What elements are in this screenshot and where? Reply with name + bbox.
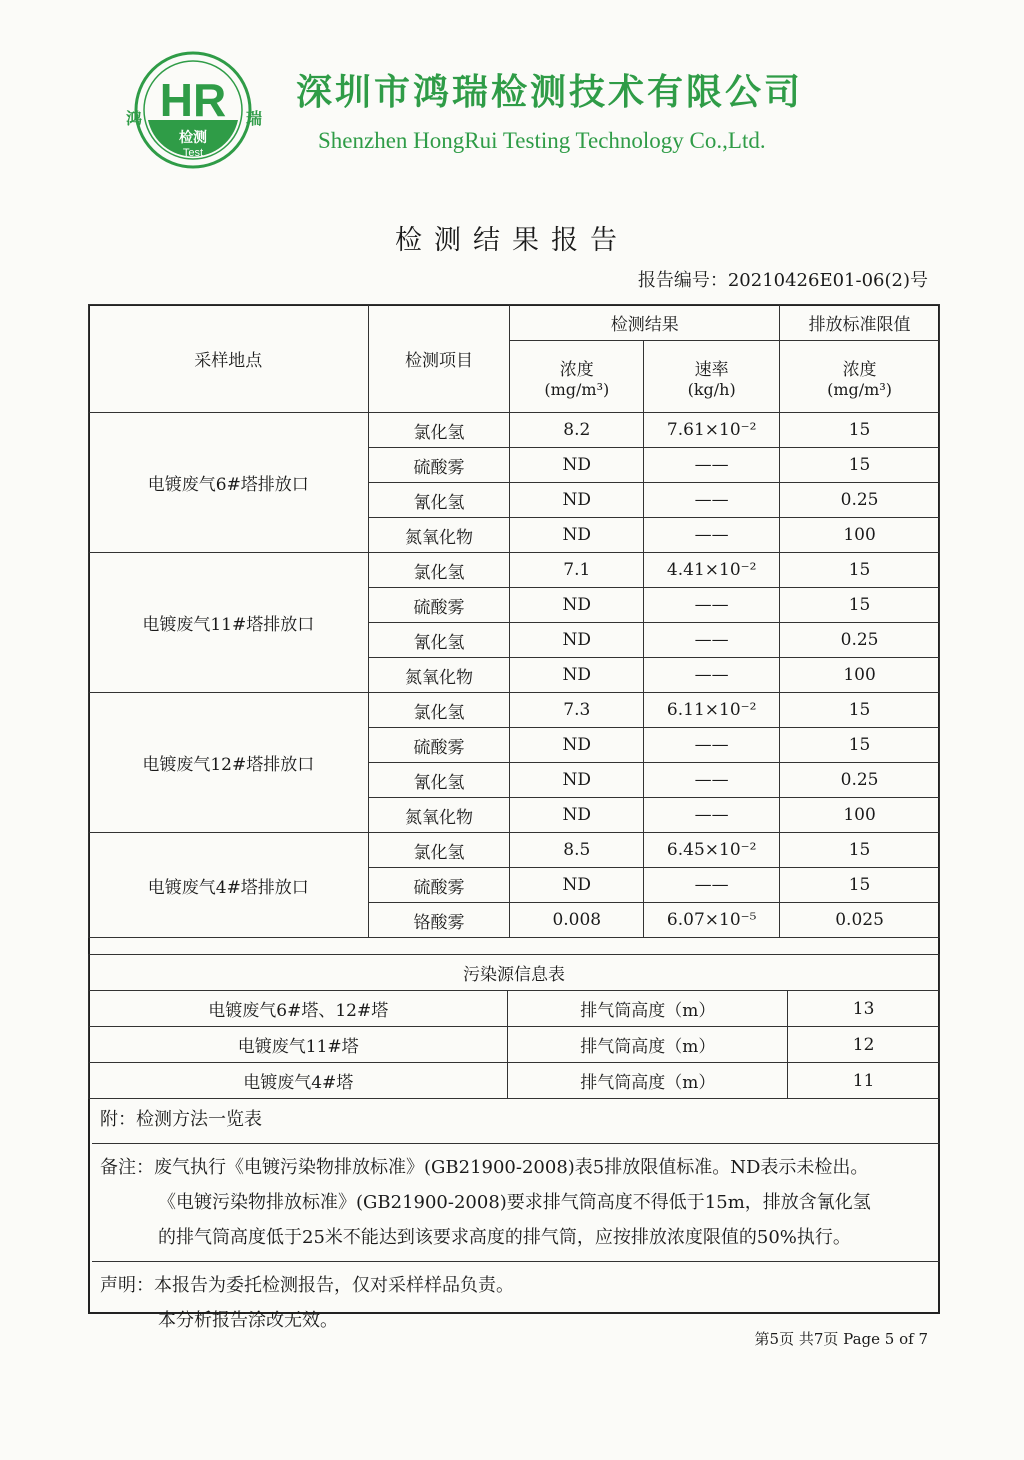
concentration: ND <box>510 518 644 553</box>
standard-limit: 0.25 <box>780 623 940 658</box>
result-row <box>89 553 940 588</box>
sampling-location: 电镀废气6#塔排放口 <box>89 413 369 553</box>
concentration: ND <box>510 483 644 518</box>
source-name: 电镀废气6#塔、12#塔 <box>89 991 508 1027</box>
test-item: 氯化氢 <box>368 413 510 448</box>
concentration: ND <box>510 868 644 903</box>
header-item: 检测项目 <box>368 305 510 413</box>
source-row <box>89 1027 940 1063</box>
source-parameter: 排气筒高度（m） <box>508 1027 788 1063</box>
test-item: 氯化氢 <box>368 693 510 728</box>
result-row <box>89 833 940 868</box>
svg-text:HR: HR <box>159 74 227 126</box>
standard-limit: 15 <box>780 693 940 728</box>
svg-text:检测: 检测 <box>179 130 207 146</box>
concentration: ND <box>510 448 644 483</box>
standard-limit: 15 <box>780 728 940 763</box>
emission-rate: —— <box>644 868 780 903</box>
emission-rate: —— <box>644 623 780 658</box>
sampling-location: 电镀废气11#塔排放口 <box>89 553 369 693</box>
source-table <box>88 954 940 1099</box>
header-rate: 速率 (kg/h) <box>644 341 780 413</box>
svg-text:鸿: 鸿 <box>126 109 143 128</box>
concentration: 0.008 <box>510 903 644 938</box>
standard-limit: 0.25 <box>780 763 940 798</box>
test-item: 硫酸雾 <box>368 588 510 623</box>
remark-line: 《电镀污染物排放标准》(GB21900-2008)要求排气筒高度不得低于15m，排放含氰化氢 <box>158 1192 871 1213</box>
svg-text:瑞: 瑞 <box>246 109 263 128</box>
test-item: 氰化氢 <box>368 483 510 518</box>
statement-line: 本分析报告涂改无效。 <box>158 1310 338 1331</box>
source-name: 电镀废气11#塔 <box>89 1027 508 1063</box>
standard-limit: 15 <box>780 868 940 903</box>
concentration: ND <box>510 798 644 833</box>
source-table-title: 污染源信息表 <box>89 955 940 991</box>
emission-rate: 6.11×10⁻² <box>644 693 780 728</box>
standard-limit: 15 <box>780 413 940 448</box>
standard-limit: 15 <box>780 448 940 483</box>
source-name: 电镀废气4#塔 <box>89 1063 508 1099</box>
header-result: 检测结果 <box>510 305 780 341</box>
concentration: ND <box>510 763 644 798</box>
header-limit: 排放标准限值 <box>780 305 940 341</box>
source-parameter: 排气筒高度（m） <box>508 1063 788 1099</box>
concentration: 8.5 <box>510 833 644 868</box>
report-title: 检测结果报告 <box>395 225 629 256</box>
svg-text:Test: Test <box>182 147 204 159</box>
test-item: 硫酸雾 <box>368 868 510 903</box>
result-row <box>89 413 940 448</box>
emission-rate: —— <box>644 483 780 518</box>
emission-rate: 6.07×10⁻⁵ <box>644 903 780 938</box>
appendix-line: 附：检测方法一览表 <box>92 1096 940 1144</box>
test-item: 铬酸雾 <box>368 903 510 938</box>
concentration: ND <box>510 728 644 763</box>
company-logo <box>118 50 268 172</box>
header-limit-conc: 浓度 (mg/m³) <box>780 341 940 413</box>
test-item: 氰化氢 <box>368 763 510 798</box>
concentration: 7.1 <box>510 553 644 588</box>
standard-limit: 15 <box>780 588 940 623</box>
test-item: 硫酸雾 <box>368 728 510 763</box>
test-item: 氯化氢 <box>368 833 510 868</box>
standard-limit: 0.25 <box>780 483 940 518</box>
remark-line: 备注：废气执行《电镀污染物排放标准》(GB21900-2008)表5排放限值标准。ND表示未检出。 <box>100 1157 869 1178</box>
concentration: 8.2 <box>510 413 644 448</box>
statement-line: 声明：本报告为委托检测报告，仅对采样样品负责。 <box>100 1275 514 1296</box>
header-location: 采样地点 <box>89 305 369 413</box>
standard-limit: 100 <box>780 518 940 553</box>
emission-rate: —— <box>644 763 780 798</box>
test-item: 氯化氢 <box>368 553 510 588</box>
result-row <box>89 693 940 728</box>
test-item: 氮氧化物 <box>368 798 510 833</box>
concentration: ND <box>510 658 644 693</box>
remark-line: 的排气筒高度低于25米不能达到该要求高度的排气筒，应按排放浓度限值的50%执行。 <box>158 1227 851 1248</box>
sampling-location: 电镀废气12#塔排放口 <box>89 693 369 833</box>
report-number: 报告编号：20210426E01-06(2)号 <box>637 270 928 291</box>
source-value: 11 <box>788 1063 940 1099</box>
emission-rate: —— <box>644 658 780 693</box>
emission-rate: —— <box>644 518 780 553</box>
standard-limit: 100 <box>780 798 940 833</box>
test-item: 氮氧化物 <box>368 518 510 553</box>
source-row <box>89 1063 940 1099</box>
company-name-en: Shenzhen HongRui Testing Technology Co.,Ltd. <box>318 128 766 153</box>
emission-rate: 6.45×10⁻² <box>644 833 780 868</box>
concentration: 7.3 <box>510 693 644 728</box>
concentration: ND <box>510 623 644 658</box>
header-conc: 浓度 (mg/m³) <box>510 341 644 413</box>
test-item: 硫酸雾 <box>368 448 510 483</box>
results-table <box>88 304 940 938</box>
emission-rate: —— <box>644 798 780 833</box>
emission-rate: —— <box>644 728 780 763</box>
emission-rate: —— <box>644 588 780 623</box>
source-value: 12 <box>788 1027 940 1063</box>
page-footer: 第5页 共7页 Page 5 of 7 <box>754 1330 928 1348</box>
test-item: 氮氧化物 <box>368 658 510 693</box>
source-value: 13 <box>788 991 940 1027</box>
remarks <box>92 1144 940 1262</box>
test-item: 氰化氢 <box>368 623 510 658</box>
sampling-location: 电镀废气4#塔排放口 <box>89 833 369 938</box>
emission-rate: 7.61×10⁻² <box>644 413 780 448</box>
standard-limit: 100 <box>780 658 940 693</box>
concentration: ND <box>510 588 644 623</box>
standard-limit: 15 <box>780 553 940 588</box>
company-name-cn: 深圳市鸿瑞检测技术有限公司 <box>296 72 804 113</box>
emission-rate: 4.41×10⁻² <box>644 553 780 588</box>
notes-section <box>92 1096 940 1344</box>
emission-rate: —— <box>644 448 780 483</box>
standard-limit: 15 <box>780 833 940 868</box>
source-parameter: 排气筒高度（m） <box>508 991 788 1027</box>
standard-limit: 0.025 <box>780 903 940 938</box>
source-row <box>89 991 940 1027</box>
